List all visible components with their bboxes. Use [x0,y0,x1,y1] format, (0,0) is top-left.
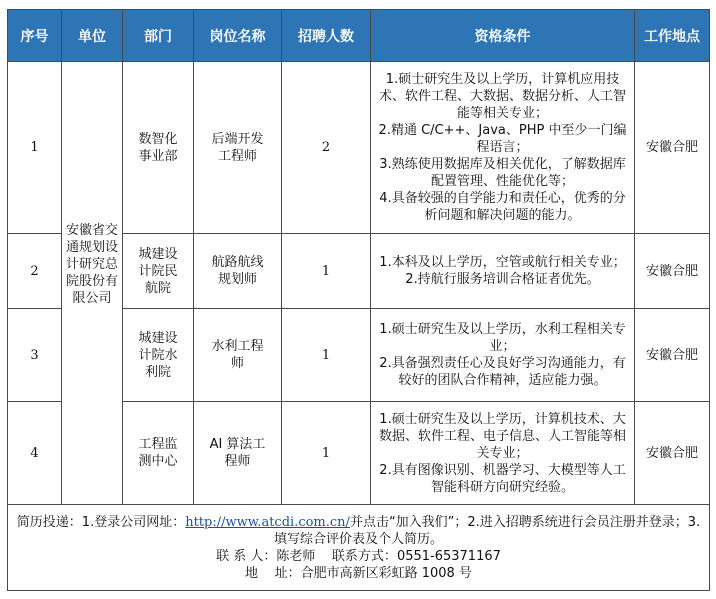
row-count: 1 [282,234,371,309]
row-requirements [371,234,635,309]
resume-line [12,514,705,548]
row-requirements [371,62,635,234]
contact-line [12,548,705,565]
phone-number: 0551-65371167 [396,548,501,564]
row-dept [123,62,194,234]
requirement-line: 1.硕士研究生及以上学历，计算机应用技术、软件工程、大数据、数据分析、人工智能等相关专业； [378,72,626,121]
header-count: 招聘人数 [282,10,371,62]
position-text: 后端开发工程师 [211,131,264,164]
table-row [8,62,710,234]
row-seq: 4 [8,402,62,505]
company-website-link[interactable]: http://www.atcdi.com.cn/ [185,514,350,530]
row-position [194,62,282,234]
row-location: 安徽合肥 [635,309,710,402]
unit-name-cell [62,62,123,505]
address-line [12,565,705,582]
header-unit: 单位 [62,10,123,62]
row-seq: 1 [8,62,62,234]
address-label: 地 址： [245,565,301,581]
footer-cell [8,505,710,591]
row-position [194,402,282,505]
row-count: 1 [282,309,371,402]
footer-row [8,505,710,591]
requirement-line: 1.本科及以上学历，空管或航行相关专业； [379,255,626,270]
row-dept [123,309,194,402]
header-dept: 部门 [123,10,194,62]
requirement-line: 1.硕士研究生及以上学历，水利工程相关专业； [379,322,626,354]
row-dept [123,234,194,309]
position-text: 航路航线规划师 [211,255,264,287]
header-row [8,10,710,62]
requirement-line: 1.硕士研究生及以上学历，计算机技术、大数据、软件工程、电子信息、人工智能等相关专业； [378,411,626,461]
recruitment-table [7,9,710,591]
contact-name: 陈老师 [276,548,316,564]
dept-text: 城建设计院水利院 [138,330,178,380]
header-location: 工作地点 [635,10,710,62]
position-text: AI 算法工程师 [209,437,266,469]
resume-label: 简历投递： [16,514,82,530]
row-requirements [371,402,635,505]
row-location: 安徽合肥 [635,402,710,505]
row-location: 安徽合肥 [635,234,710,309]
row-seq: 3 [8,309,62,402]
dept-text: 工程监测中心 [138,437,178,469]
requirement-line: 2.持航行服务培训合格证者优先。 [405,272,600,287]
row-position [194,309,282,402]
row-dept [123,402,194,505]
row-count: 1 [282,402,371,505]
requirement-line: 3.熟练使用数据库及相关优化，了解数据库配置管理、性能优化等； [379,157,626,189]
resume-step1-prefix: 1.登录公司网址： [81,514,186,530]
row-seq: 2 [8,234,62,309]
unit-name: 安徽省交通规划设计研究总院股份有限公司 [66,223,119,306]
contact-label: 联 系 人： [216,548,277,564]
requirement-line: 2.具有图像识别、机器学习、大模型等人工智能科研方向研究经验。 [379,462,626,495]
header-seq: 序号 [8,10,62,62]
header-requirements: 资格条件 [371,10,635,62]
row-requirements [371,309,635,402]
address-text: 合肥市高新区彩虹路 1008 号 [300,565,472,581]
phone-label: 联系方式： [331,548,397,564]
row-count: 2 [282,62,371,234]
requirement-line: 2.精通 C/C++、Java、PHP 中至少一门编程语言； [378,123,627,155]
dept-text: 数智化事业部 [138,131,178,164]
header-position: 岗位名称 [194,10,282,62]
requirement-line: 2.具备强烈责任心及良好学习沟通能力，有较好的团队合作精神，适应能力强。 [379,356,626,388]
row-location: 安徽合肥 [635,62,710,234]
row-position [194,234,282,309]
requirement-line: 4.具备较强的自学能力和责任心，优秀的分析问题和解决问题的能力。 [379,191,626,223]
resume-step1-suffix: 并点击“加入我们”；2.进入招聘系统进行会员注册并登录；3.填写综合评价表及个人简历。 [273,514,701,547]
position-text: 水利工程师 [211,339,264,371]
dept-text: 城建设计院民航院 [138,246,178,296]
